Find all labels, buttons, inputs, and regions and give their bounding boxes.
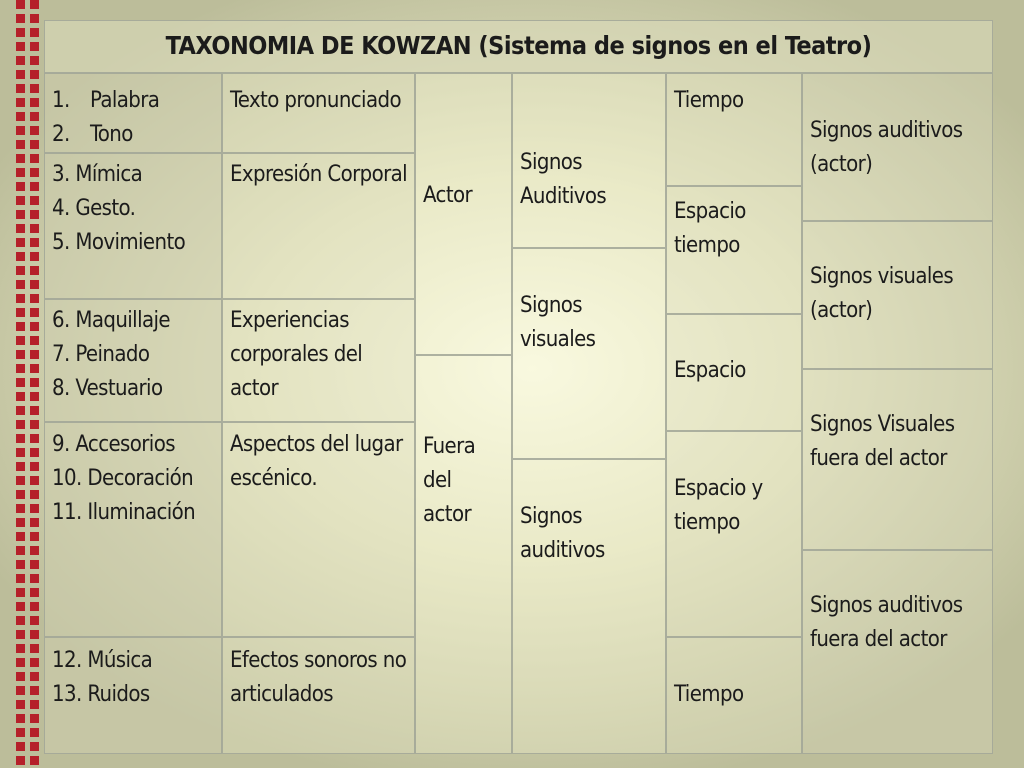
cell-texto-pronunciado: Texto pronunciado xyxy=(222,73,415,153)
cell-signs-1-2 xyxy=(44,73,222,153)
list-item: 5. Movimiento xyxy=(52,230,186,255)
cell-signs-9-11 xyxy=(44,422,222,637)
list-item: 11. Iluminación xyxy=(52,500,196,525)
list-item: 13. Ruidos xyxy=(52,682,150,707)
taxonomy-table xyxy=(44,20,993,754)
cell-espacio: Espacio xyxy=(666,314,802,431)
cell-espacio-y-tiempo: Espacio y tiempo xyxy=(666,431,802,637)
list-item: 6. Maquillaje xyxy=(52,308,170,333)
list-item: 8. Vestuario xyxy=(52,376,163,401)
list-item: 4. Gesto. xyxy=(52,196,136,221)
cell-signos-visuales-fuera-group: Signos Visuales fuera del actor xyxy=(802,369,993,550)
cell-expresion-corporal: Expresión Corporal xyxy=(222,153,415,299)
cell-signos-visuales: Signos visuales xyxy=(512,248,666,459)
cell-espacio-tiempo: Espacio tiempo xyxy=(666,186,802,314)
cell-fuera-del-actor: Fuera del actor xyxy=(415,355,512,754)
list-item: 12. Música xyxy=(52,648,153,673)
cell-signos-auditivos-fuera-group: Signos auditivos fuera del actor xyxy=(802,550,993,754)
list-item: 10. Decoración xyxy=(52,466,194,491)
list-item: 2. Tono xyxy=(52,122,133,147)
cell-signs-3-5 xyxy=(44,153,222,299)
cell-signs-12-13 xyxy=(44,637,222,754)
list-item: 1. Palabra xyxy=(52,88,160,113)
cell-signos-auditivos-fuera: Signos auditivos xyxy=(512,459,666,754)
list-item: 9. Accesorios xyxy=(52,432,175,457)
cell-aspectos-lugar: Aspectos del lugar escénico. xyxy=(222,422,415,637)
table-title: TAXONOMIA DE KOWZAN (Sistema de signos en el Teatro) xyxy=(44,20,993,73)
cell-signos-visuales-actor-group: Signos visuales (actor) xyxy=(802,221,993,369)
cell-actor: Actor xyxy=(415,73,512,355)
cell-signos-auditivos-actor: Signos Auditivos xyxy=(512,73,666,248)
cell-signs-6-8 xyxy=(44,299,222,422)
cell-efectos-sonoros: Efectos sonoros no articulados xyxy=(222,637,415,754)
cell-signos-auditivos-actor-group: Signos auditivos (actor) xyxy=(802,73,993,221)
list-item: 3. Mímica xyxy=(52,162,143,187)
cell-experiencias-corporales: Experiencias corporales del actor xyxy=(222,299,415,422)
decorative-red-squares-strip xyxy=(16,0,44,768)
cell-tiempo-1: Tiempo xyxy=(666,73,802,186)
cell-tiempo-2: Tiempo xyxy=(666,637,802,754)
list-item: 7. Peinado xyxy=(52,342,150,367)
